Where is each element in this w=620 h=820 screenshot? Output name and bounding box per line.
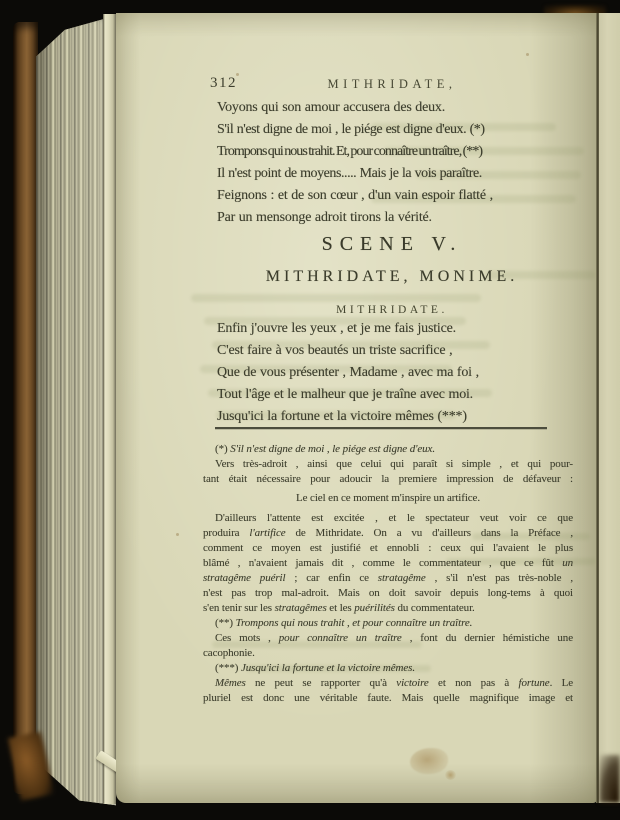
running-title: MITHRIDATE,: [327, 77, 457, 91]
verse-line: Trompons qui nous trahit. Et, pour connaître un traître, (**): [217, 144, 483, 159]
footnote-divider-rule: [215, 427, 547, 429]
text-segment: pluriel est donc une véritable faute. Mais quelle magnifique image et: [203, 692, 573, 704]
text-segment: (**): [215, 617, 236, 629]
paper-stain-dot: [445, 770, 456, 780]
text-segment: du commentateur.: [394, 602, 475, 614]
text-segment: Vers très-adroit , ainsi que celui qui paraît si simple , et qui pour-: [215, 458, 573, 470]
text-segment: , font du dernier hémistiche une: [401, 632, 573, 644]
verse-line: Il n'est point de moyens..... Mais je la vois paraître.: [217, 166, 482, 181]
footnote-line: [203, 457, 573, 472]
text-segment: et les: [326, 602, 355, 614]
book-spine: [13, 22, 38, 794]
text-segment: ne peut se rapporter qu'à: [245, 677, 397, 689]
text-segment: (*): [215, 443, 231, 455]
binding-shadow: [599, 755, 620, 803]
footnote-line: [203, 691, 573, 706]
text-segment: Le ciel en ce moment m'inspire un artifice.: [296, 492, 480, 504]
speaker-name: MITHRIDATE.: [336, 304, 448, 316]
foxing-spot: [526, 53, 529, 56]
text-segment: victoire: [396, 677, 429, 689]
text-segment: Mêmes: [215, 677, 246, 689]
text-segment: blâmé , n'avaient jamais dit , comme le commentateur , que ce fût: [203, 557, 563, 569]
scene-heading: SCENE V.: [321, 233, 463, 255]
text-segment: D'ailleurs l'attente est excitée , et le spectateur veut voir ce que: [215, 512, 573, 524]
footnote-line: [203, 661, 573, 676]
text-segment: stratagême puéril: [203, 572, 286, 584]
verse-line: C'est faire à vos beautés un triste sacrifice ,: [217, 343, 453, 358]
verse-line: Jusqu'ici la fortune et la victoire mêmes (***): [217, 409, 467, 424]
text-segment: un: [562, 557, 573, 569]
footnote-line: [203, 676, 573, 691]
footnote-line: [203, 586, 573, 601]
verse-line: Feignons : et de son cœur , d'un vain espoir flatté ,: [217, 188, 493, 203]
facing-page-sliver: [599, 13, 620, 803]
verse-line: Que de vous présenter , Madame , avec ma foi ,: [217, 365, 479, 380]
text-segment: comment ce moyen est justifié et ennobli : ceux qui l'avaient le plus: [203, 542, 573, 554]
footnote-line: [203, 571, 573, 586]
text-segment: fortune: [518, 677, 550, 689]
text-segment: , s'il n'est pas très-noble ,: [425, 572, 573, 584]
footnote-line: [203, 511, 573, 526]
text-segment: s'en tenir sur les: [203, 602, 275, 614]
verse-line: Tout l'âge et le malheur que je traîne avec moi.: [217, 387, 473, 402]
text-segment: n'est pas trop mal-adroit. Mais on doit savoir depuis long-tems à quoi: [203, 587, 573, 599]
text-segment: (***): [215, 662, 241, 674]
text-segment: Trompons qui nous trahit , et pour connaître un traître.: [235, 617, 473, 629]
paper-stain: [410, 748, 448, 774]
text-segment: . Le: [549, 677, 573, 689]
footnote-line: [203, 646, 573, 661]
verse-block-speech: [217, 318, 569, 428]
text-segment: cacophonie.: [203, 647, 255, 659]
text-segment: Jusqu'ici la fortune et la victoire mêmes.: [240, 662, 415, 674]
footnote-line: [203, 556, 573, 571]
text-segment: Ces mots ,: [215, 632, 279, 644]
footnote-line: [203, 526, 573, 541]
text-segment: produira: [203, 527, 250, 539]
footnotes-block: [203, 442, 573, 706]
footnote-line: [203, 442, 573, 457]
scene-characters: MITHRIDATE, MONIME.: [265, 268, 519, 285]
verse-block-top: [217, 97, 569, 229]
text-segment: pour connaître un traître: [278, 632, 402, 644]
foxing-spot: [176, 533, 179, 536]
text-segment: puérilités: [354, 602, 395, 614]
text-segment: ; car enfin ce: [285, 572, 378, 584]
text-segment: tant était nécessaire pour adoucir la premiere impression de défaveur :: [203, 473, 573, 485]
footnote-line: [203, 601, 573, 616]
text-segment: stratagême: [377, 572, 426, 584]
verse-line: S'il n'est digne de moi , le piége est digne d'eux. (*): [217, 122, 485, 137]
footnote-line: [203, 631, 573, 646]
text-segment: de Mithridate. On a vu d'ailleurs dans la Préface ,: [285, 527, 573, 539]
verse-line: Enfin j'ouvre les yeux , et je me fais justice.: [217, 321, 456, 336]
book-page: [116, 13, 597, 803]
page-edge-highlight: [103, 14, 116, 804]
text-segment: S'il n'est digne de moi , le piége est digne d'eux.: [230, 443, 435, 455]
footnote-line: [203, 491, 573, 506]
text-segment: et non pas à: [428, 677, 519, 689]
text-segment: stratagêmes: [274, 602, 327, 614]
verse-line: Par un mensonge adroit tirons la vérité.: [217, 210, 432, 225]
footnote-line: [203, 541, 573, 556]
text-segment: l'artifice: [249, 527, 286, 539]
footnote-line: [203, 616, 573, 631]
page-number: 312: [210, 75, 237, 91]
verse-line: Voyons qui son amour accusera des deux.: [217, 100, 446, 115]
show-through-smudge: [191, 294, 481, 302]
footnote-line: [203, 472, 573, 487]
